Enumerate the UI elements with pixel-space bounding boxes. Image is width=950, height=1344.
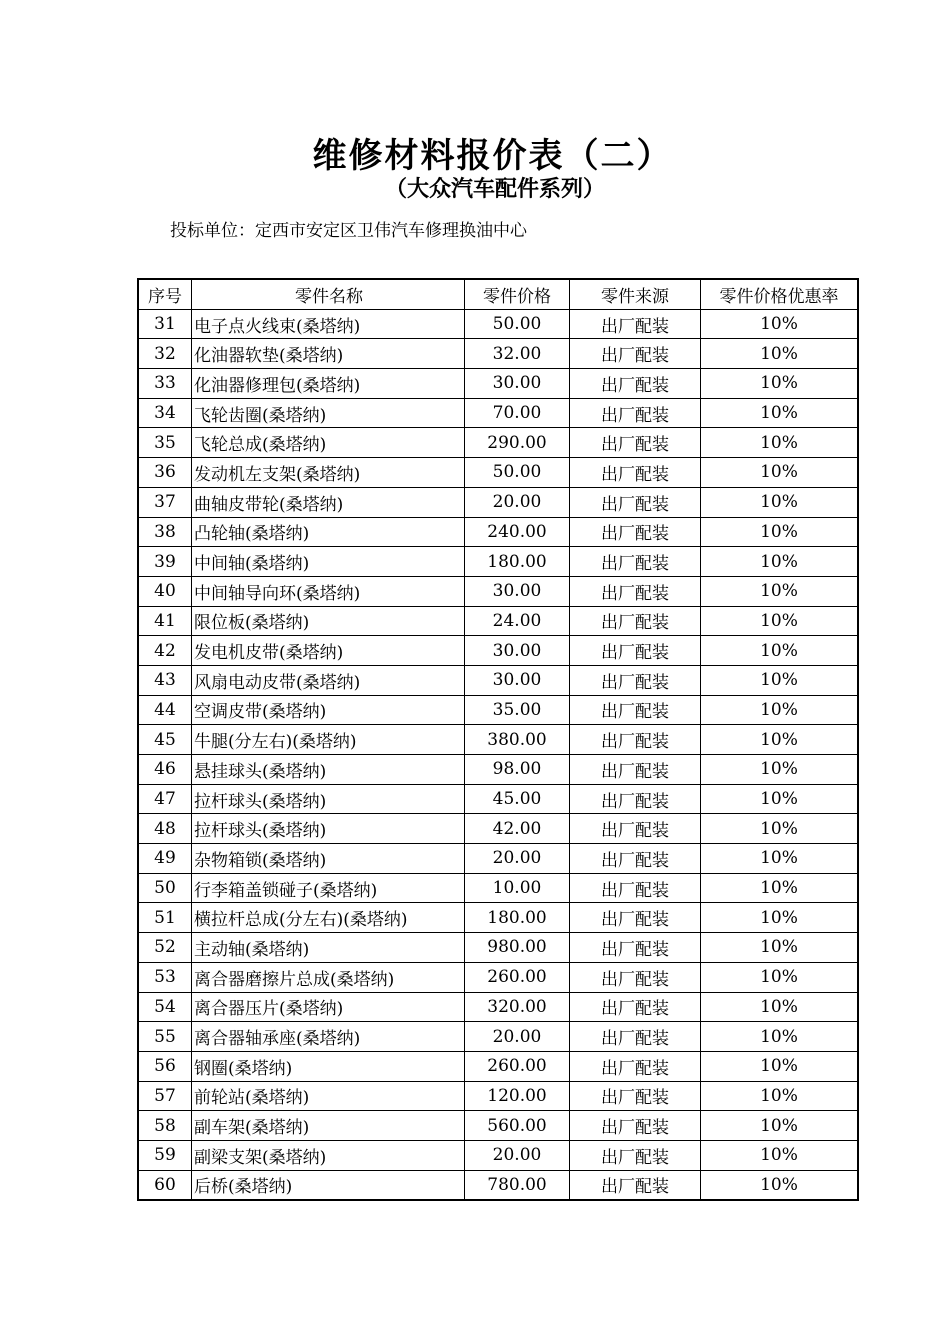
- row-discount-rate: 10%: [701, 1081, 859, 1111]
- table-row: [138, 576, 858, 606]
- row-part-name: 中间轴导向环(桑塔纳): [192, 576, 465, 606]
- row-part-price: 50.00: [465, 309, 570, 339]
- row-discount-rate: 10%: [701, 962, 859, 992]
- row-part-name: 发电机皮带(桑塔纳): [192, 636, 465, 666]
- row-part-source: 出厂配装: [570, 665, 701, 695]
- table-row: [138, 1140, 858, 1170]
- row-part-source: 出厂配装: [570, 695, 701, 725]
- row-part-source: 出厂配装: [570, 339, 701, 369]
- row-part-price: 50.00: [465, 458, 570, 488]
- row-part-price: 10.00: [465, 873, 570, 903]
- table-row: [138, 1051, 858, 1081]
- row-part-name: 杂物箱锁(桑塔纳): [192, 844, 465, 874]
- table-row: [138, 487, 858, 517]
- table-row: [138, 725, 858, 755]
- row-part-price: 30.00: [465, 636, 570, 666]
- table-row: [138, 1022, 858, 1052]
- row-part-name: 离合器压片(桑塔纳): [192, 992, 465, 1022]
- row-part-name: 电子点火线束(桑塔纳): [192, 309, 465, 339]
- row-part-price: 380.00: [465, 725, 570, 755]
- row-part-source: 出厂配装: [570, 1111, 701, 1141]
- row-part-source: 出厂配装: [570, 458, 701, 488]
- table-row: [138, 784, 858, 814]
- row-part-price: 30.00: [465, 576, 570, 606]
- header-part-source: 零件来源: [570, 279, 701, 309]
- row-discount-rate: 10%: [701, 517, 859, 547]
- row-part-source: 出厂配装: [570, 784, 701, 814]
- row-part-price: 24.00: [465, 606, 570, 636]
- row-part-price: 260.00: [465, 1051, 570, 1081]
- row-discount-rate: 10%: [701, 1051, 859, 1081]
- row-part-source: 出厂配装: [570, 725, 701, 755]
- row-part-source: 出厂配装: [570, 1170, 701, 1200]
- row-discount-rate: 10%: [701, 309, 859, 339]
- row-part-source: 出厂配装: [570, 487, 701, 517]
- row-no: 35: [138, 428, 192, 458]
- row-part-price: 35.00: [465, 695, 570, 725]
- row-no: 32: [138, 339, 192, 369]
- table-body: [138, 309, 858, 1200]
- row-part-name: 空调皮带(桑塔纳): [192, 695, 465, 725]
- row-part-name: 凸轮轴(桑塔纳): [192, 517, 465, 547]
- row-no: 44: [138, 695, 192, 725]
- document-title: 维修材料报价表（二）: [312, 136, 673, 176]
- row-discount-rate: 10%: [701, 725, 859, 755]
- row-part-name: 后桥(桑塔纳): [192, 1170, 465, 1200]
- row-part-source: 出厂配装: [570, 903, 701, 933]
- row-part-price: 20.00: [465, 487, 570, 517]
- bidder-line: 投标单位：定西市安定区卫伟汽车修理换油中心: [170, 221, 527, 241]
- table-row: [138, 369, 858, 399]
- row-no: 37: [138, 487, 192, 517]
- table-row: [138, 873, 858, 903]
- row-discount-rate: 10%: [701, 547, 859, 577]
- row-discount-rate: 10%: [701, 487, 859, 517]
- row-no: 59: [138, 1140, 192, 1170]
- table-row: [138, 814, 858, 844]
- row-part-name: 化油器软垫(桑塔纳): [192, 339, 465, 369]
- row-no: 55: [138, 1022, 192, 1052]
- table-row: [138, 428, 858, 458]
- row-part-price: 30.00: [465, 665, 570, 695]
- row-part-name: 行李箱盖锁碰子(桑塔纳): [192, 873, 465, 903]
- table-row: [138, 606, 858, 636]
- quote-table: [137, 278, 859, 1201]
- row-no: 36: [138, 458, 192, 488]
- row-no: 34: [138, 398, 192, 428]
- header-no: 序号: [138, 279, 192, 309]
- row-no: 52: [138, 933, 192, 963]
- row-part-name: 风扇电动皮带(桑塔纳): [192, 665, 465, 695]
- row-part-source: 出厂配装: [570, 1022, 701, 1052]
- row-no: 53: [138, 962, 192, 992]
- row-part-name: 飞轮总成(桑塔纳): [192, 428, 465, 458]
- row-discount-rate: 10%: [701, 903, 859, 933]
- row-part-price: 980.00: [465, 933, 570, 963]
- row-no: 31: [138, 309, 192, 339]
- row-part-name: 拉杆球头(桑塔纳): [192, 784, 465, 814]
- row-part-name: 主动轴(桑塔纳): [192, 933, 465, 963]
- row-part-price: 30.00: [465, 369, 570, 399]
- row-part-name: 化油器修理包(桑塔纳): [192, 369, 465, 399]
- row-discount-rate: 10%: [701, 784, 859, 814]
- row-part-source: 出厂配装: [570, 844, 701, 874]
- row-discount-rate: 10%: [701, 755, 859, 785]
- table-row: [138, 398, 858, 428]
- row-part-price: 240.00: [465, 517, 570, 547]
- row-part-name: 横拉杆总成(分左右)(桑塔纳): [192, 903, 465, 933]
- table-row: [138, 933, 858, 963]
- row-part-source: 出厂配装: [570, 606, 701, 636]
- row-no: 45: [138, 725, 192, 755]
- row-part-source: 出厂配装: [570, 1051, 701, 1081]
- row-discount-rate: 10%: [701, 844, 859, 874]
- table-row: [138, 458, 858, 488]
- row-part-price: 32.00: [465, 339, 570, 369]
- row-discount-rate: 10%: [701, 606, 859, 636]
- table-row: [138, 339, 858, 369]
- row-no: 43: [138, 665, 192, 695]
- row-part-price: 20.00: [465, 1022, 570, 1052]
- row-discount-rate: 10%: [701, 665, 859, 695]
- row-part-source: 出厂配装: [570, 992, 701, 1022]
- row-no: 56: [138, 1051, 192, 1081]
- row-part-name: 限位板(桑塔纳): [192, 606, 465, 636]
- row-no: 38: [138, 517, 192, 547]
- row-part-source: 出厂配装: [570, 1140, 701, 1170]
- row-part-name: 飞轮齿圈(桑塔纳): [192, 398, 465, 428]
- row-part-name: 钢圈(桑塔纳): [192, 1051, 465, 1081]
- row-no: 60: [138, 1170, 192, 1200]
- table-row: [138, 665, 858, 695]
- row-part-source: 出厂配装: [570, 428, 701, 458]
- row-discount-rate: 10%: [701, 873, 859, 903]
- row-no: 58: [138, 1111, 192, 1141]
- row-part-name: 副梁支架(桑塔纳): [192, 1140, 465, 1170]
- row-discount-rate: 10%: [701, 933, 859, 963]
- table-row: [138, 547, 858, 577]
- row-no: 50: [138, 873, 192, 903]
- table-row: [138, 1111, 858, 1141]
- row-discount-rate: 10%: [701, 1140, 859, 1170]
- row-part-name: 牛腿(分左右)(桑塔纳): [192, 725, 465, 755]
- row-part-name: 悬挂球头(桑塔纳): [192, 755, 465, 785]
- table-header-row: [138, 279, 858, 309]
- row-part-source: 出厂配装: [570, 517, 701, 547]
- row-part-source: 出厂配装: [570, 873, 701, 903]
- row-discount-rate: 10%: [701, 695, 859, 725]
- row-discount-rate: 10%: [701, 1111, 859, 1141]
- row-part-source: 出厂配装: [570, 547, 701, 577]
- row-no: 39: [138, 547, 192, 577]
- row-part-source: 出厂配装: [570, 755, 701, 785]
- row-part-price: 290.00: [465, 428, 570, 458]
- row-part-name: 前轮站(桑塔纳): [192, 1081, 465, 1111]
- table-row: [138, 695, 858, 725]
- table-row: [138, 755, 858, 785]
- row-part-price: 42.00: [465, 814, 570, 844]
- row-part-price: 180.00: [465, 903, 570, 933]
- row-part-price: 320.00: [465, 992, 570, 1022]
- header-part-name: 零件名称: [192, 279, 465, 309]
- row-no: 48: [138, 814, 192, 844]
- table-row: [138, 1170, 858, 1200]
- row-part-price: 98.00: [465, 755, 570, 785]
- header-part-price: 零件价格: [465, 279, 570, 309]
- row-part-price: 20.00: [465, 844, 570, 874]
- row-part-price: 560.00: [465, 1111, 570, 1141]
- row-discount-rate: 10%: [701, 636, 859, 666]
- row-part-price: 70.00: [465, 398, 570, 428]
- row-discount-rate: 10%: [701, 398, 859, 428]
- row-part-name: 离合器磨擦片总成(桑塔纳): [192, 962, 465, 992]
- row-discount-rate: 10%: [701, 369, 859, 399]
- row-part-name: 离合器轴承座(桑塔纳): [192, 1022, 465, 1052]
- row-part-source: 出厂配装: [570, 309, 701, 339]
- header-discount-rate: 零件价格优惠率: [701, 279, 859, 309]
- row-discount-rate: 10%: [701, 428, 859, 458]
- row-discount-rate: 10%: [701, 576, 859, 606]
- row-discount-rate: 10%: [701, 458, 859, 488]
- row-part-source: 出厂配装: [570, 1081, 701, 1111]
- row-no: 33: [138, 369, 192, 399]
- row-part-price: 780.00: [465, 1170, 570, 1200]
- row-part-source: 出厂配装: [570, 369, 701, 399]
- row-no: 41: [138, 606, 192, 636]
- row-part-source: 出厂配装: [570, 962, 701, 992]
- row-discount-rate: 10%: [701, 1022, 859, 1052]
- table-row: [138, 1081, 858, 1111]
- row-no: 54: [138, 992, 192, 1022]
- table-row: [138, 844, 858, 874]
- row-part-price: 45.00: [465, 784, 570, 814]
- row-no: 42: [138, 636, 192, 666]
- row-part-source: 出厂配装: [570, 933, 701, 963]
- row-part-price: 260.00: [465, 962, 570, 992]
- row-discount-rate: 10%: [701, 1170, 859, 1200]
- table-row: [138, 962, 858, 992]
- row-part-name: 发动机左支架(桑塔纳): [192, 458, 465, 488]
- table-row: [138, 517, 858, 547]
- row-no: 40: [138, 576, 192, 606]
- table-row: [138, 636, 858, 666]
- row-no: 46: [138, 755, 192, 785]
- row-part-source: 出厂配装: [570, 814, 701, 844]
- row-discount-rate: 10%: [701, 339, 859, 369]
- row-part-name: 拉杆球头(桑塔纳): [192, 814, 465, 844]
- row-no: 47: [138, 784, 192, 814]
- table-row: [138, 309, 858, 339]
- row-part-name: 中间轴(桑塔纳): [192, 547, 465, 577]
- row-part-source: 出厂配装: [570, 398, 701, 428]
- row-no: 57: [138, 1081, 192, 1111]
- row-no: 51: [138, 903, 192, 933]
- table-row: [138, 903, 858, 933]
- table-row: [138, 992, 858, 1022]
- document-subtitle: （大众汽车配件系列）: [384, 176, 605, 202]
- row-part-price: 120.00: [465, 1081, 570, 1111]
- row-discount-rate: 10%: [701, 814, 859, 844]
- row-discount-rate: 10%: [701, 992, 859, 1022]
- row-part-name: 副车架(桑塔纳): [192, 1111, 465, 1141]
- row-part-source: 出厂配装: [570, 576, 701, 606]
- row-part-name: 曲轴皮带轮(桑塔纳): [192, 487, 465, 517]
- row-part-source: 出厂配装: [570, 636, 701, 666]
- row-part-price: 20.00: [465, 1140, 570, 1170]
- row-no: 49: [138, 844, 192, 874]
- row-part-price: 180.00: [465, 547, 570, 577]
